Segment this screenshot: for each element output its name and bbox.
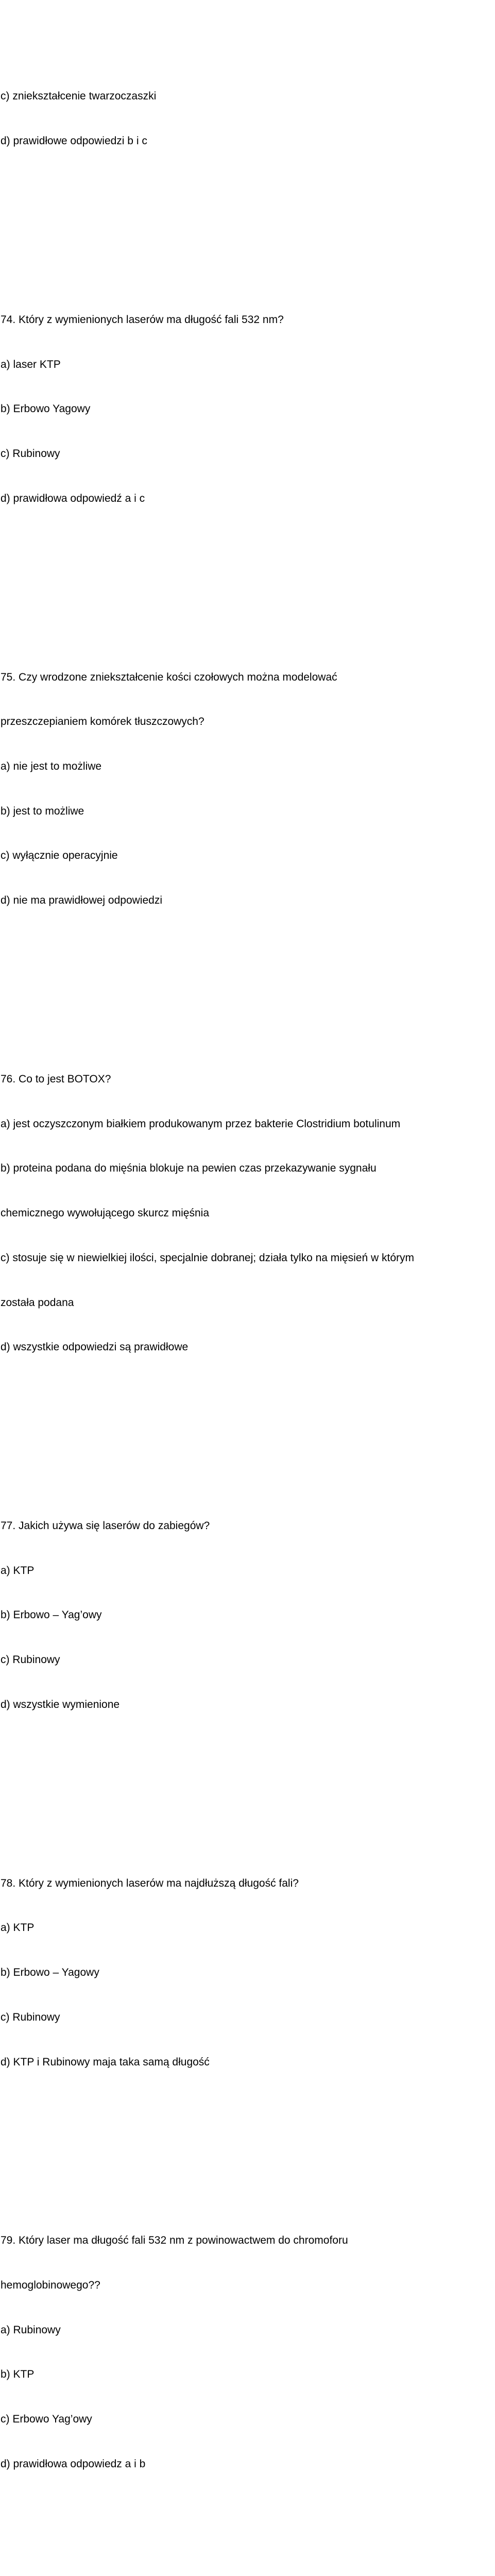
question-block-74 [1,283,495,536]
spacer [1,566,495,581]
answer-line: c) wyłącznie operacyjnie [1,850,118,862]
answer-line: c) zniekształcenie twarzoczaszki [1,90,157,103]
question-block-78 [1,1846,495,2099]
answer-line: b) Erbowo – Yag’owy [1,1609,102,1621]
answer-line: d) prawidłowa odpowiedz a i b [1,2458,146,2470]
answer-line: d) nie ma prawidłowej odpowiedzi [1,894,162,907]
spacer [1,1772,495,1787]
question-block-77 [1,1489,495,1742]
question-block-75 [1,640,495,938]
question-text: hemoglobinowego?? [1,2279,100,2292]
answer-line: b) proteina podana do mięśnia blokuje na pewien czas przekazywanie sygnału [1,1162,377,1175]
answer-line: b) jest to możliwe [1,805,84,817]
answer-line: c) Erbowo Yag’owy [1,2413,92,2426]
answer-line: b) KTP [1,2368,35,2381]
answer-line: d) KTP i Rubinowy maja taka samą długość [1,2056,210,2068]
answer-line: c) Rubinowy [1,1654,60,1666]
answer-line: a) nie jest to możliwe [1,760,102,773]
answer-line: a) laser KTP [1,358,61,370]
answer-line: a) jest oczyszczonym białkiem produkowanym przez bakterie Clostridium botulinum [1,1117,401,1130]
spacer [1,1415,495,1430]
question-text: 79. Który laser ma długość fali 532 nm z powinowactwem do chromoforu [1,2234,348,2247]
question-block-73-continued [1,60,495,179]
question-block-79 [1,2204,495,2502]
answer-line: d) wszystkie wymienione [1,1698,120,1710]
answer-line: d) prawidłowe odpowiedzi b i c [1,135,147,147]
question-text: 77. Jakich używa się laserów do zabiegów? [1,1520,210,1532]
answer-line: b) Erbowo – Yagowy [1,1967,99,1979]
answer-line: c) stosuje się w niewielkiej ilości, specjalnie dobranej; działa tylko na mięsień w którym [1,1251,415,1264]
answer-line: b) Erbowo Yagowy [1,403,91,415]
spacer [1,2531,495,2546]
answer-line: d) prawidłowa odpowiedź a i c [1,492,145,504]
question-text: przeszczepianiem komórek tłuszczowych? [1,716,204,728]
answer-line: c) Rubinowy [1,448,60,460]
answer-line: chemicznego wywołującego skurcz mięśnia [1,1207,210,1219]
answer-line: a) Rubinowy [1,2324,61,2336]
question-text: 75. Czy wrodzone zniekształcenie kości czołowych można modelować [1,671,337,683]
spacer [1,968,495,983]
answer-line: została podana [1,1296,74,1309]
question-text: 76. Co to jest BOTOX? [1,1073,111,1085]
answer-line: d) wszystkie odpowiedzi są prawidłowe [1,1341,189,1353]
spacer [1,2129,495,2144]
question-text: 74. Który z wymienionych laserów ma długość fali 532 nm? [1,313,284,326]
spacer [1,209,495,224]
question-text: 78. Który z wymienionych laserów ma najdłuższą długość fali? [1,1877,299,1889]
answer-line: a) KTP [1,1922,35,1934]
answer-line: a) KTP [1,1564,35,1577]
question-block-76 [1,1042,495,1385]
answer-line: c) Rubinowy [1,2011,60,2023]
